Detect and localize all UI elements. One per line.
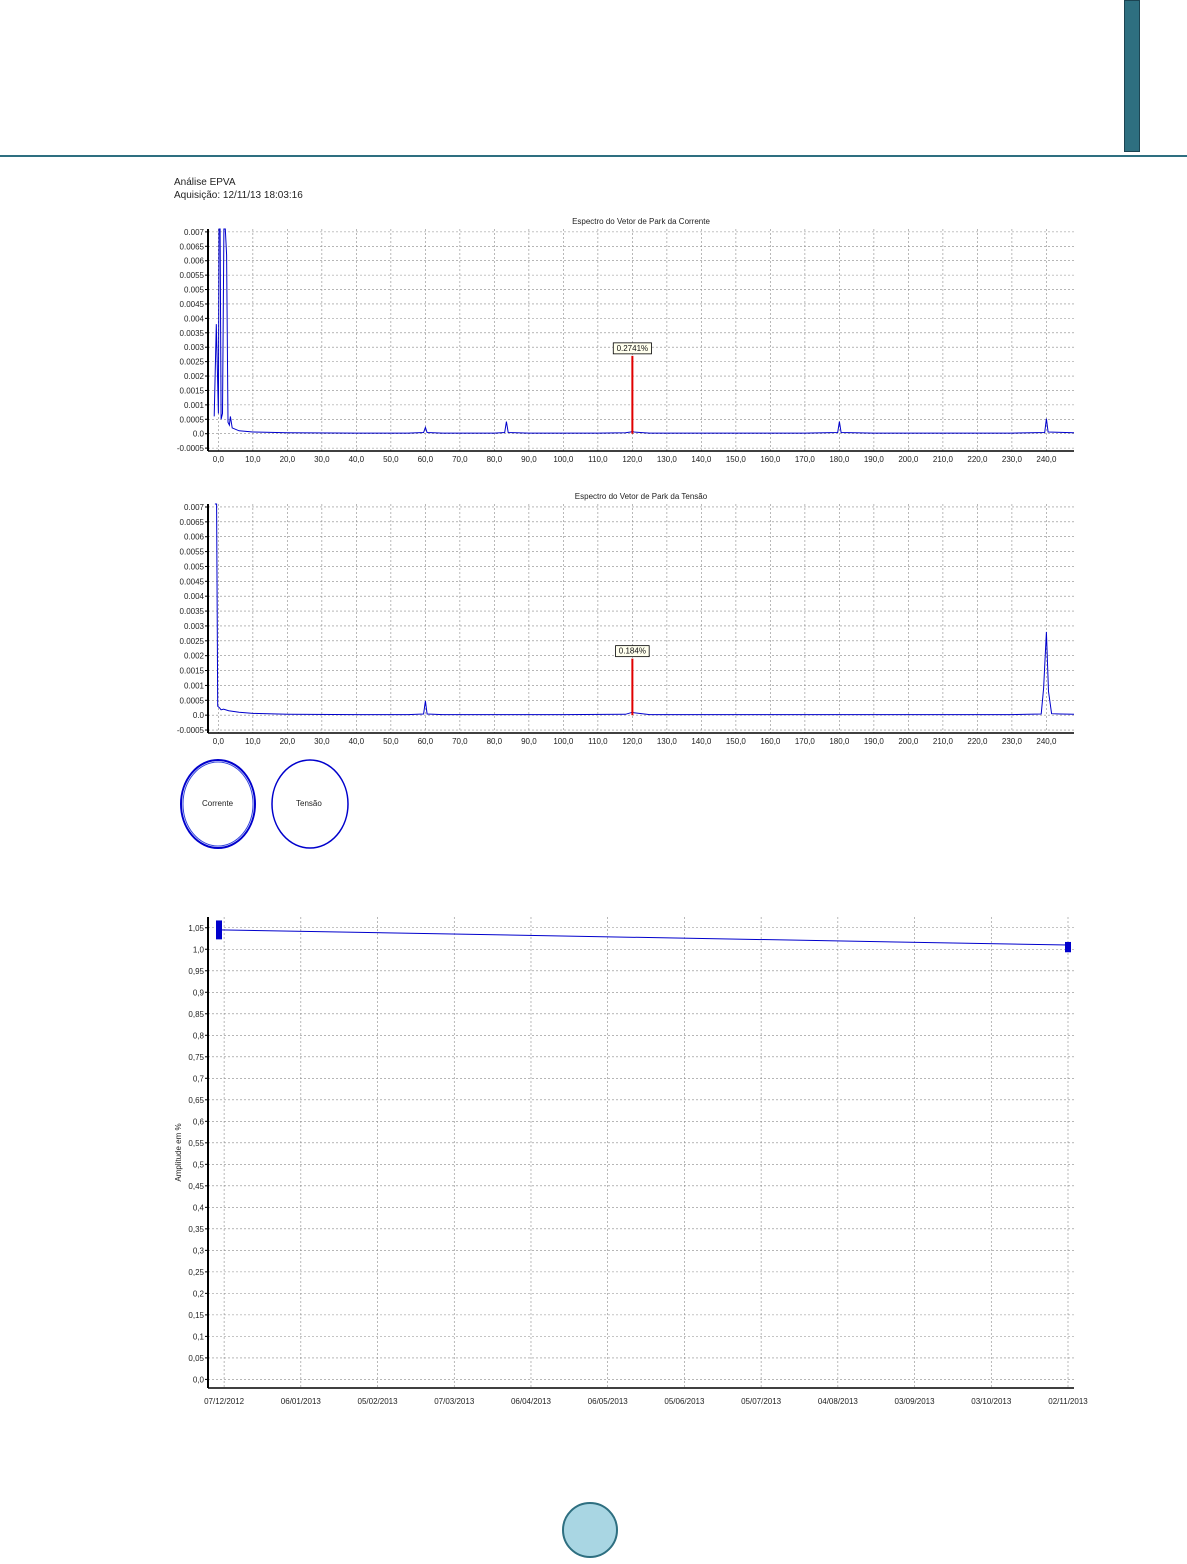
x-tick-label: 230,0 [1001,737,1022,746]
x-tick-label: 170,0 [794,455,815,464]
y-tick-label: 0.007 [183,227,204,237]
current-orbit-label: Corrente [202,799,234,808]
x-tick-label: 210,0 [932,737,953,746]
y-tick-label: 0.001 [183,681,204,691]
x-tick-label: 80,0 [486,455,503,464]
x-tick-label: 06/01/2013 [280,1397,321,1406]
x-tick-label: 240,0 [1036,737,1057,746]
x-tick-label: 220,0 [967,455,988,464]
y-tick-label: 0.0055 [179,547,204,557]
x-tick-label: 110,0 [588,737,608,746]
x-tick-label: 130,0 [656,737,677,746]
page-number-circle [562,1502,618,1558]
y-tick-label: 0.005 [183,562,204,572]
y-tick-label: 0,95 [188,966,204,976]
chart-title: Espectro do Vetor de Park da Corrente [572,217,710,226]
y-tick-label: 0,75 [188,1052,204,1062]
x-tick-label: 07/03/2013 [434,1397,475,1406]
y-tick-label: 0.0055 [179,271,204,281]
x-tick-label: 07/12/2012 [204,1397,245,1406]
y-tick-label: 0,05 [188,1353,204,1363]
x-tick-label: 170,0 [794,737,815,746]
x-tick-label: 02/11/2013 [1048,1397,1088,1406]
y-tick-label: 0,7 [192,1074,204,1084]
y-tick-label: 0.0065 [179,517,204,527]
x-tick-label: 90,0 [521,455,537,464]
x-tick-label: 200,0 [898,737,919,746]
x-tick-label: 30,0 [314,737,330,746]
y-tick-label: -0.0005 [176,726,204,736]
x-tick-label: 240,0 [1036,455,1057,464]
x-tick-label: 06/05/2013 [587,1397,628,1406]
x-tick-label: 110,0 [588,455,608,464]
y-tick-label: 0.0035 [179,607,204,617]
y-tick-label: 0,35 [188,1224,204,1234]
harmonic-marker-label: 0.184% [618,646,646,656]
y-tick-label: 0.0025 [179,357,204,367]
x-tick-label: 160,0 [760,737,781,746]
x-tick-label: 130,0 [656,455,677,464]
y-tick-label: 0.003 [183,621,204,631]
x-tick-label: 190,0 [863,737,884,746]
y-tick-label: 1,05 [188,923,204,933]
x-tick-label: 05/06/2013 [664,1397,705,1406]
y-tick-label: 0.0005 [179,696,204,706]
y-tick-label: 0,4 [192,1203,204,1213]
x-tick-label: 20,0 [279,455,296,464]
x-tick-label: 0,0 [212,455,224,464]
y-tick-label: 0,0 [192,1375,204,1385]
y-tick-label: 0.0015 [179,386,204,396]
x-tick-label: 40,0 [348,737,365,746]
harmonic-marker-label: 0.2741% [616,343,649,353]
x-tick-label: 20,0 [279,737,296,746]
x-tick-label: 210,0 [932,455,953,464]
y-tick-label: 0.0 [192,711,204,721]
x-tick-label: 220,0 [967,737,988,746]
x-tick-label: 70,0 [452,455,468,464]
y-tick-label: 0.006 [183,256,204,266]
x-tick-label: 50,0 [383,737,399,746]
analysis-title: Análise EPVA [174,177,236,188]
y-tick-label: 0.0065 [179,242,204,252]
x-tick-label: 140,0 [691,737,712,746]
y-tick-label: 0,15 [188,1310,204,1320]
acquisition-timestamp: Aquisição: 12/11/13 18:03:16 [174,190,303,201]
y-tick-label: 0.005 [183,285,204,295]
x-tick-label: 80,0 [486,737,503,746]
x-tick-label: 0,0 [212,737,224,746]
y-tick-label: 0.0005 [179,415,204,425]
y-tick-label: 0.002 [183,372,204,382]
y-tick-label: 0,9 [192,988,204,998]
y-tick-label: 0.0025 [179,636,204,646]
x-tick-label: 190,0 [863,455,884,464]
y-tick-label: 1,0 [192,945,204,955]
y-tick-label: 0.007 [183,502,204,512]
y-tick-label: 0,45 [188,1181,204,1191]
x-tick-label: 03/09/2013 [894,1397,935,1406]
x-tick-label: 160,0 [760,455,781,464]
y-tick-label: 0,6 [192,1117,204,1127]
x-tick-label: 05/07/2013 [741,1397,782,1406]
y-tick-label: 0,65 [188,1095,204,1105]
y-tick-label: 0.0 [192,429,204,439]
x-tick-label: 100,0 [553,737,574,746]
y-axis-label: Amplitude em % [174,1123,183,1182]
x-tick-label: 120,0 [622,737,643,746]
x-tick-label: 150,0 [725,737,746,746]
x-tick-label: 04/08/2013 [817,1397,858,1406]
x-tick-label: 60,0 [417,737,434,746]
y-tick-label: 0,25 [188,1267,204,1277]
y-tick-label: 0.006 [183,532,204,542]
y-tick-label: 0,85 [188,1009,204,1019]
x-tick-label: 05/02/2013 [357,1397,398,1406]
y-tick-label: 0,55 [188,1138,204,1148]
x-tick-label: 30,0 [314,455,330,464]
x-tick-label: 180,0 [829,737,850,746]
y-tick-label: 0.001 [183,400,204,410]
x-tick-label: 200,0 [898,455,919,464]
x-tick-label: 100,0 [553,455,574,464]
y-tick-label: 0,8 [192,1031,204,1041]
y-tick-label: 0,5 [192,1160,204,1170]
x-tick-label: 60,0 [417,455,434,464]
y-tick-label: 0,1 [192,1332,204,1342]
y-tick-label: 0.0015 [179,666,204,676]
x-tick-label: 230,0 [1001,455,1022,464]
voltage-orbit-label: Tensão [296,799,322,808]
y-tick-label: 0,2 [192,1289,204,1299]
x-tick-label: 150,0 [725,455,746,464]
y-tick-label: 0.002 [183,651,204,661]
x-tick-label: 120,0 [622,455,643,464]
x-tick-label: 40,0 [348,455,365,464]
y-tick-label: 0,3 [192,1246,204,1256]
x-tick-label: 10,0 [245,737,261,746]
y-tick-label: 0.004 [183,592,204,602]
y-tick-label: 0.0045 [179,299,204,309]
y-tick-label: 0.0045 [179,577,204,587]
x-tick-label: 90,0 [521,737,537,746]
x-tick-label: 70,0 [452,737,468,746]
x-tick-label: 10,0 [245,455,261,464]
x-tick-label: 06/04/2013 [510,1397,552,1406]
chart-title: Espectro do Vetor de Park da Tensão [574,492,708,501]
x-tick-label: 140,0 [691,455,712,464]
y-tick-label: 0.0035 [179,328,204,338]
y-tick-label: 0.004 [183,314,204,324]
x-tick-label: 03/10/2013 [971,1397,1012,1406]
x-tick-label: 50,0 [383,455,399,464]
y-tick-label: -0.0005 [176,444,204,454]
x-tick-label: 180,0 [829,455,850,464]
y-tick-label: 0.003 [183,343,204,353]
